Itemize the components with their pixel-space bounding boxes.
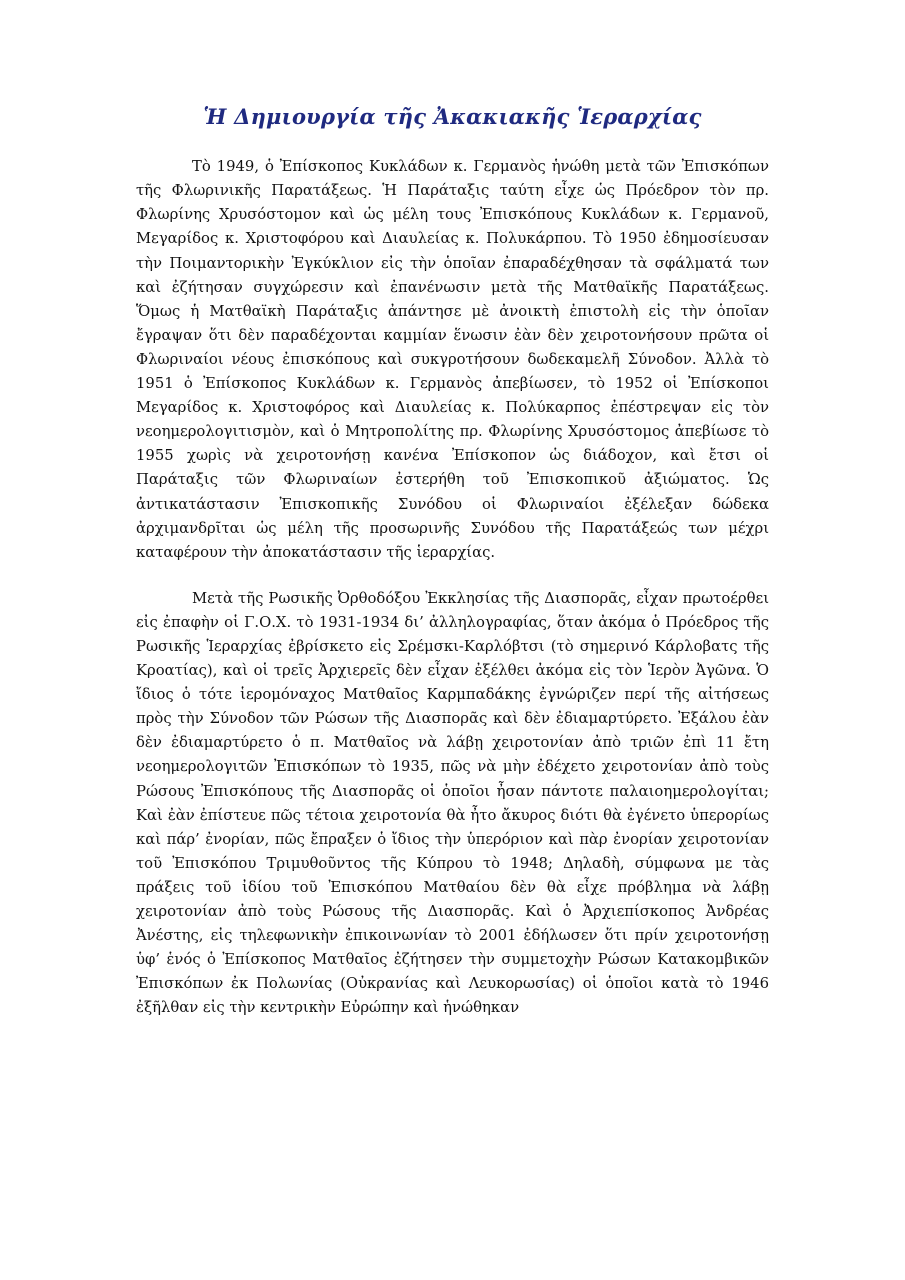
document-title: Ἡ Δημιουργία τῆς Ἀκακιακῆς Ἱεραρχίας	[203, 104, 702, 129]
paragraph-2: Μετὰ τῆς Ρωσικῆς Ὀρθοδόξου Ἐκκλησίας τῆς Διασπορᾶς, εἶχαν πρωτοέρθει εἰς ἐπαφὴν οἱ Γ.Ο.Χ. τὸ 1931-1934 δι’ ἀλληλογραφίας, ὅταν ἀκόμα ὁ Πρόεδρος τῆς Ρωσικῆς Ἱεραρχίας ἐβρίσκετο εἰς Σρέμσκι-Καρλόβτσι (τὸ σημερινό Κάρλοβατς τῆς Κροατίας), καὶ οἱ τρεῖς Ἀρχιερεῖς δὲν εἶχαν ἐξέλθει ἀκόμα εἰς τὸν Ἱερὸν Ἀγῶνα. Ὁ ἴδιος ὁ τότε ἱερομόναχος Ματθαῖος Καρμπαδάκης ἐγνώριζεν περί τῆς αἰτήσεως πρὸς τὴν Σύνοδον τῶν Ρώσων τῆς Διασπορᾶς καὶ δὲν ἐδιαμαρτύρετο. Ἐξάλου ἐὰν δὲν ἐδιαμαρτύρετο ὁ π. Ματθαῖος νὰ λάβῃ χειροτονίαν ἀπὸ τριῶν ἐπὶ 11 ἔτη νεοημερολογιτῶν Ἐπισκόπων τὸ 1935, πῶς νὰ μὴν ἐδέχετο χειροτονίαν ἀπὸ τοὺς Ρώσους Ἐπισκόπους τῆς Διασπορᾶς οἱ ὁποῖοι ἦσαν πάντοτε παλαιοημερολογίται; Καὶ ἐὰν ἐπίστευε πῶς τέτοια χειροτονία θὰ ἦτο ἄκυρος διότι θὰ ἐγένετο ὑπερορίως καὶ πάρ’ ἐνορίαν, πῶς ἔπραξεν ὁ ἴδιος τὴν ὑπερόριον καὶ πὰρ ἐνορίαν χειροτονίαν τοῦ Ἐπισκόπου Τριμυθοῦντος τῆς Κύπρου τὸ 1948; Δηλαδὴ, σύμφωνα με τὰς πράξεις τοῦ ἰδίου τοῦ Ἐπισκόπου Ματθαίου δὲν θὰ εἶχε πρόβλημα νὰ λάβῃ χειροτονίαν ἀπὸ τοὺς Ρώσους τῆς Διασπορᾶς. Καὶ ὁ Ἀρχιεπίσκοπος Ἀνδρέας Ἀνέστης, εἰς τηλεφωνικὴν ἐπικοινωνίαν τὸ 2001 ἐδήλωσεν ὅτι πρίν χειροτονήσῃ ὑφ’ ἑνός ὁ Ἐπίσκοπος Ματθαῖος ἐζήτησεν τὴν συμμετοχὴν Ρώσων Κατακομβικῶν Ἐπισκόπων ἐκ Πολωνίας (Οὐκρανίας καὶ Λευκορωσίας) οἱ ὁποῖοι κατὰ τὸ 1946 ἐξῆλθαν εἰς τὴν κεντρικὴν Εὐρώπην καὶ ἡνώθηκαν	[136, 589, 769, 1017]
document-page	[136, 104, 769, 1042]
paragraph-1: Τὸ 1949, ὁ Ἐπίσκοπος Κυκλάδων κ. Γερμανὸς ἡνώθη μετὰ τῶν Ἐπισκόπων τῆς Φλωρινικῆς Παρατάξεως. Ἡ Παράταξις ταύτη εἶχε ὡς Πρόεδρον τὸν πρ. Φλωρίνης Χρυσόστομον καὶ ὡς μέλη τους Ἐπισκόπους Κυκλάδων κ. Γερμανοῦ, Μεγαρίδος κ. Χριστοφόρου καὶ Διαυλείας κ. Πολυκάρπου. Τὸ 1950 ἐδημοσίευσαν τὴν Ποιμαντορικὴν Ἐγκύκλιον εἰς τὴν ὁποῖαν ἐπαραδέχθησαν τὰ σφάλματά των καὶ ἐζήτησαν συγχώρεσιν καὶ ἐπανένωσιν μετὰ τῆς Ματθαϊκῆς Παρατάξεως. Ὅμως ἡ Ματθαϊκὴ Παράταξις ἀπάντησε μὲ ἀνοικτὴ ἐπιστολὴ εἰς τὴν ὁποῖαν ἔγραψαν ὅτι δὲν παραδέχονται καμμίαν ἕνωσιν ἐὰν δὲν χειροτονήσουν πρῶτα οἱ Φλωριναίοι νέους ἐπισκόπους καὶ συκγροτήσουν δωδεκαμελῆ Σύνοδον. Ἀλλὰ τὸ 1951 ὁ Ἐπίσκοπος Κυκλάδων κ. Γερμανὸς ἀπεβίωσεν, τὸ 1952 οἱ Ἐπίσκοποι Μεγαρίδος κ. Χριστοφόρος καὶ Διαυλείας κ. Πολύκαρπος ἐπέστρεψαν εἰς τὸν νεοημερολογιτισμὸν, καὶ ὁ Μητροπολίτης πρ. Φλωρίνης Χρυσόστομος ἀπεβίωσε τὸ 1955 χωρὶς νὰ χειροτονήσῃ κανένα Ἐπίσκοπον ὡς διάδοχον, καὶ ἔτσι οἱ Παράταξις τῶν Φλωριναίων ἐστερήθη τοῦ Ἐπισκοπικοῦ ἀξιώματος. Ὡς ἀντικατάστασιν Ἐπισκοπικῆς Συνόδου οἱ Φλωριναίοι ἐξέλεξαν δώδεκα ἀρχιμανδρῖται ὡς μέλη τῆς προσωρινῆς Συνόδου τῆς Παρατάξεώς των μέχρι καταφέρουν τὴν ἀποκατάστασιν τῆς ἱεραρχίας.	[136, 158, 769, 561]
